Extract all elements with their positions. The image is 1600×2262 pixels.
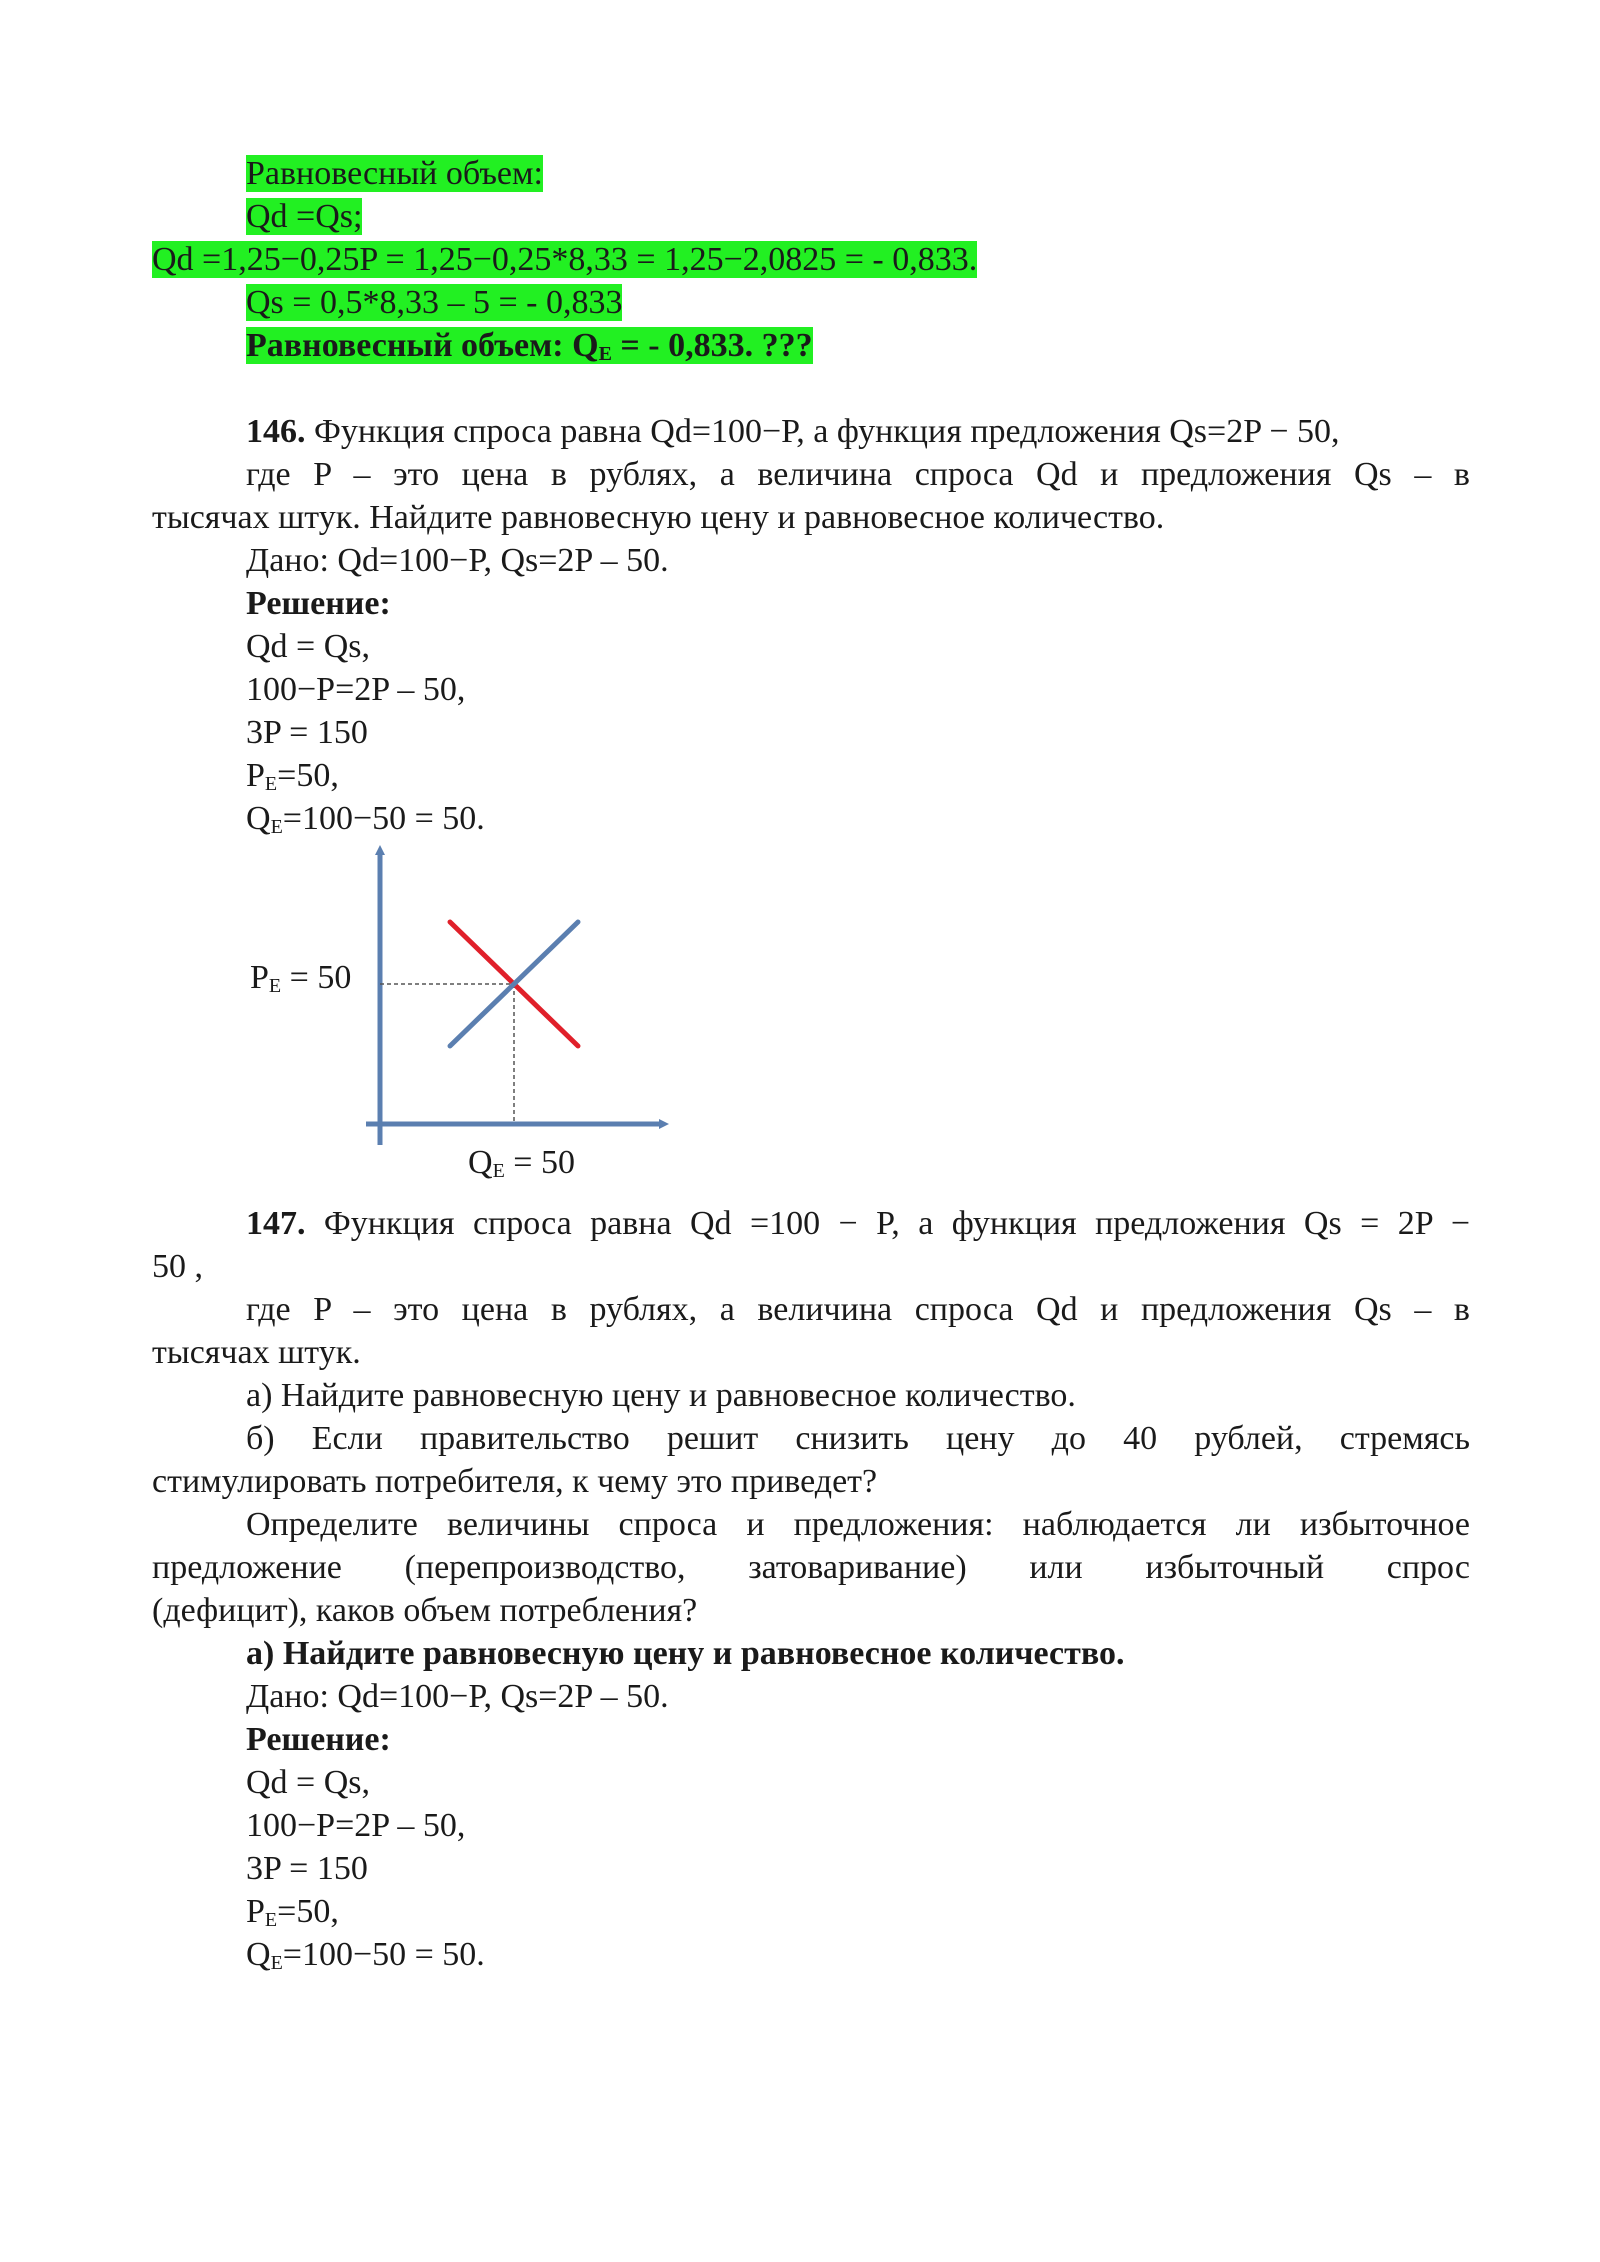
text-line: предложение (перепроизводство, затоваривание) или избыточный спрос [152, 1549, 1470, 1586]
text-line [246, 152, 543, 195]
text-line: стимулировать потребителя, к чему это приведет? [152, 1463, 878, 1500]
solution-step: $P_E=50$, [246, 1893, 339, 1931]
highlighted-text: Равновесный объем: [246, 155, 543, 192]
solution-heading: Решение: [246, 585, 391, 622]
solution-step: $Q_E=100-50 = 50$. [246, 1936, 485, 1974]
text-line: тысячах штук. [152, 1334, 361, 1371]
text-line: где P – это цена в рублях, а величина спроса Qd и предложения Qs – в [246, 1291, 1470, 1328]
text-line: а) Найдите равновесную цену и равновесное количество. [246, 1377, 1076, 1414]
highlighted-text: Qd =Qs; [246, 198, 363, 235]
equilibrium-quantity-label: $Q_E = 50$ [468, 1144, 575, 1182]
solution-step: Qd = Qs, [246, 1764, 371, 1801]
problem-146-heading: 146. Функция спроса равна Qd=100−P, а функция предложения Qs=2P − 50, [246, 413, 1340, 450]
text-line: (дефицит), каков объем потребления? [152, 1592, 698, 1629]
text-line: б) Если правительство решит снизить цену до 40 рублей, стремясь [246, 1420, 1470, 1457]
text-line: где P – это цена в рублях, а величина спроса Qd и предложения Qs – в [246, 456, 1470, 493]
equilibrium-price-label: $P_E = 50$ [250, 959, 352, 997]
text-line: тысячах штук. Найдите равновесную цену и равновесное количество. [152, 499, 1165, 536]
given-line: Дано: Qd=100−P, Qs=2P – 50. [246, 542, 669, 579]
solution-step: $P_E=50$, [246, 757, 339, 795]
solution-step: 100−P=2P – 50, [246, 1807, 466, 1844]
problem-147-heading: 147. Функция спроса равна Qd =100 − P, а функция предложения Qs = 2P − [246, 1205, 1470, 1242]
highlighted-text: Qd =1,25−0,25P = 1,25−0,25*8,33 = 1,25−2,0825 = - 0,833. [152, 241, 978, 278]
solution-step: 3P = 150 [246, 714, 368, 751]
solution-step: 3P = 150 [246, 1850, 368, 1887]
given-line: Дано: Qd=100−P, Qs=2P – 50. [246, 1678, 669, 1715]
text-line: 50 , [152, 1248, 203, 1285]
text-line: Определите величины спроса и предложения: наблюдается ли избыточное [246, 1506, 1470, 1543]
solution-step: Qd = Qs, [246, 628, 371, 665]
supply-curve [450, 922, 578, 1046]
text-line [246, 195, 362, 238]
solution-heading: Решение: [246, 1721, 391, 1758]
solution-step: 100−P=2P – 50, [246, 671, 466, 708]
highlighted-text: Равновесный объем: $Q_E$ = - 0,833. ??? [246, 327, 813, 365]
highlighted-text: Qs = 0,5*8,33 – 5 = - 0,833 [246, 284, 623, 321]
solution-step: $Q_E=100-50 = 50$. [246, 800, 485, 838]
text-line [246, 281, 622, 324]
demand-curve [450, 922, 578, 1046]
text-line [152, 238, 977, 281]
text-line [246, 324, 813, 367]
task-a-heading: а) Найдите равновесную цену и равновесное количество. [246, 1635, 1125, 1672]
